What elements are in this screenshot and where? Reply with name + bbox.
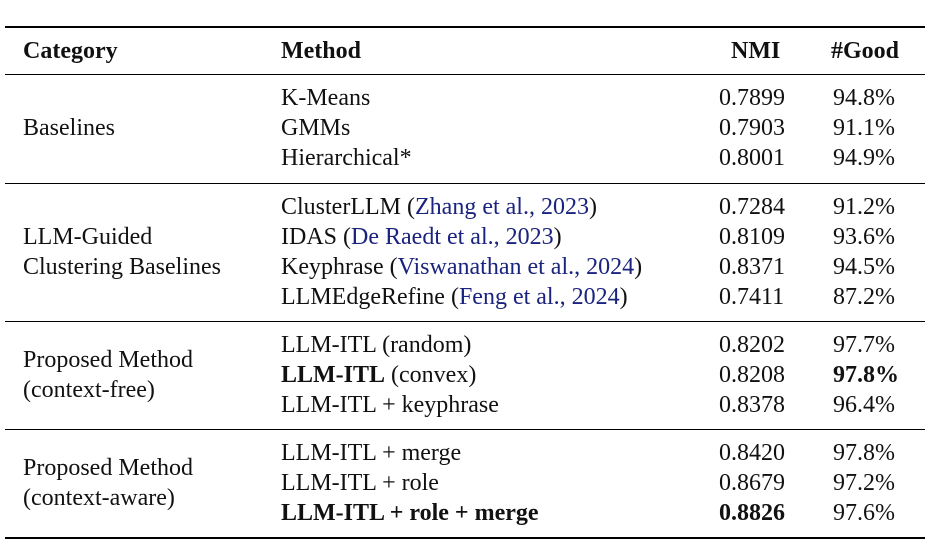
method-cell	[281, 360, 476, 390]
method-text: ClusterLLM	[281, 194, 407, 220]
nmi-cell: 0.8420	[719, 440, 785, 466]
group-context-free	[5, 322, 925, 429]
citation-link[interactable]: Feng et al., 2024	[458, 284, 620, 310]
table-row	[5, 83, 925, 113]
nmi-cell: 0.7903	[719, 115, 785, 141]
table-row	[5, 390, 925, 420]
method-text: LLMEdgeRefine	[281, 284, 451, 310]
category-line: Proposed Method	[23, 347, 193, 373]
nmi-cell: 0.8202	[719, 332, 785, 358]
good-cell: 94.8%	[833, 85, 895, 111]
table-row	[5, 360, 925, 390]
method-cell: LLM-ITL + role	[281, 470, 439, 496]
cite-paren: (	[407, 194, 415, 220]
table-row	[5, 330, 925, 360]
table-row	[5, 282, 925, 312]
category-line: Baselines	[23, 115, 115, 141]
group-baselines	[5, 75, 925, 183]
nmi-cell: 0.8679	[719, 470, 785, 496]
method-cell	[281, 252, 642, 282]
method-cell	[281, 222, 562, 252]
cite-paren: (	[343, 224, 352, 250]
nmi-cell: 0.8378	[719, 392, 785, 418]
good-cell: 87.2%	[833, 284, 895, 310]
category-line: Proposed Method	[23, 455, 193, 481]
nmi-cell: 0.7284	[719, 194, 785, 220]
cite-paren: )	[553, 224, 562, 250]
citation-link[interactable]: Viswanathan et al., 2024	[397, 254, 635, 280]
method-cell: K-Means	[281, 85, 371, 111]
nmi-cell: 0.8001	[719, 145, 785, 171]
category-line: Clustering Baselines	[23, 254, 221, 280]
method-cell: Hierarchical*	[281, 145, 412, 171]
good-cell: 91.1%	[833, 115, 895, 141]
cite-paren: )	[634, 254, 643, 280]
group-llm-guided	[5, 184, 925, 321]
good-cell: 93.6%	[833, 224, 895, 250]
table-row	[5, 113, 925, 143]
table-row	[5, 222, 925, 252]
good-cell: 91.2%	[833, 194, 895, 220]
cite-paren: (	[450, 284, 459, 310]
method-cell: GMMs	[281, 115, 351, 141]
table-header	[5, 28, 925, 74]
method-cell: LLM-ITL (random)	[281, 332, 472, 358]
method-cell: LLM-ITL + keyphrase	[281, 392, 499, 418]
good-cell: 97.8%	[833, 440, 895, 466]
table-row	[5, 438, 925, 468]
good-cell-best: 97.8%	[833, 362, 899, 388]
good-cell: 96.4%	[833, 392, 895, 418]
method-cell	[281, 192, 597, 222]
category-line: LLM-Guided	[23, 224, 153, 250]
group-context-aware	[5, 430, 925, 537]
good-cell: 97.7%	[833, 332, 895, 358]
nmi-cell: 0.7899	[719, 85, 785, 111]
header-nmi: NMI	[731, 38, 781, 64]
table-row	[5, 143, 925, 173]
nmi-cell: 0.7411	[719, 284, 785, 310]
header-good: #Good	[831, 38, 900, 64]
good-cell: 97.2%	[833, 470, 895, 496]
good-cell: 97.6%	[833, 500, 895, 526]
category-line: (context-aware)	[23, 485, 175, 511]
method-text-bold: LLM-ITL	[281, 362, 386, 388]
cite-paren: )	[588, 194, 597, 220]
method-text: IDAS	[281, 224, 344, 250]
nmi-cell: 0.8109	[719, 224, 785, 250]
method-text: Keyphrase	[281, 254, 390, 280]
table-row	[5, 468, 925, 498]
nmi-cell-best: 0.8826	[719, 500, 785, 526]
cite-paren: )	[619, 284, 628, 310]
category-line: (context-free)	[23, 377, 155, 403]
nmi-cell: 0.8371	[719, 254, 785, 280]
table-row	[5, 498, 925, 528]
method-cell	[281, 282, 628, 312]
cite-paren: (	[389, 254, 398, 280]
good-cell: 94.9%	[833, 145, 895, 171]
method-text: (convex)	[385, 362, 477, 388]
method-cell: LLM-ITL + merge	[281, 440, 462, 466]
table-row	[5, 192, 925, 222]
citation-link[interactable]: Zhang et al., 2023	[415, 194, 589, 220]
header-method: Method	[281, 38, 361, 64]
bottom-rule	[5, 537, 925, 539]
good-cell: 94.5%	[833, 254, 895, 280]
nmi-cell: 0.8208	[719, 362, 785, 388]
results-table	[5, 26, 925, 539]
citation-link[interactable]: De Raedt et al., 2023	[351, 224, 554, 250]
table-row	[5, 252, 925, 282]
header-category: Category	[23, 38, 118, 64]
method-cell-best: LLM-ITL + role + merge	[281, 500, 539, 526]
